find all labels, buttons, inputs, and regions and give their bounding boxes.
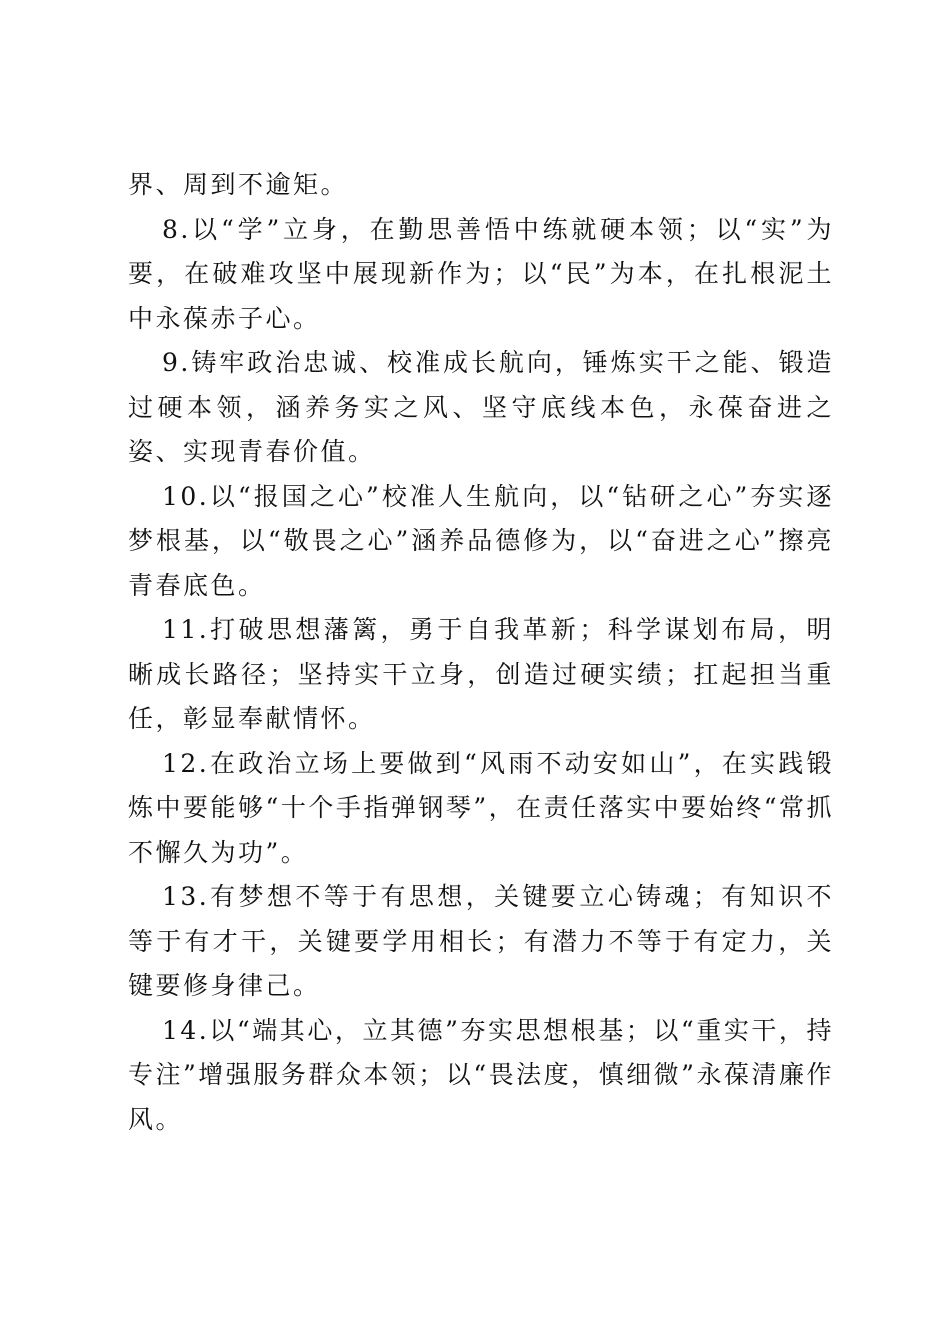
- paragraph-item-12: 12.在政治立场上要做到“风雨不动安如山”，在实践锻炼中要能够“十个手指弹钢琴”，在责任落实中要始终“常抓不懈久为功”。: [128, 748, 834, 867]
- document-body: [128, 163, 834, 1142]
- paragraph-item-10: 10.以“报国之心”校准人生航向，以“钻研之心”夯实逐梦根基，以“敬畏之心”涵养品德修为，以“奋进之心”擦亮青春底色。: [128, 481, 834, 600]
- paragraph-item-9: 9.铸牢政治忠诚、校准成长航向，锤炼实干之能、锻造过硬本领，涵养务实之风、坚守底线本色，永葆奋进之姿、实现青春价值。: [128, 348, 834, 466]
- paragraph-item-13: 13.有梦想不等于有思想，关键要立心铸魂；有知识不等于有才干，关键要学用相长；有潜力不等于有定力，关键要修身律己。: [128, 882, 834, 1000]
- paragraph-item-11: 11.打破思想藩篱，勇于自我革新；科学谋划布局，明晰成长路径；坚持实干立身，创造过硬实绩；扛起担当重任，彰显奉献情怀。: [128, 615, 834, 733]
- paragraph-item-8: 8.以“学”立身，在勤思善悟中练就硬本领；以“实”为要，在破难攻坚中展现新作为；以“民”为本，在扎根泥土中永葆赤子心。: [128, 214, 834, 333]
- paragraph-continuation: 界、周到不逾矩。: [128, 170, 349, 199]
- paragraph-item-14: 14.以“端其心，立其德”夯实思想根基；以“重实干，持专注”增强服务群众本领；以“畏法度，慎细微”永葆清廉作风。: [128, 1015, 834, 1134]
